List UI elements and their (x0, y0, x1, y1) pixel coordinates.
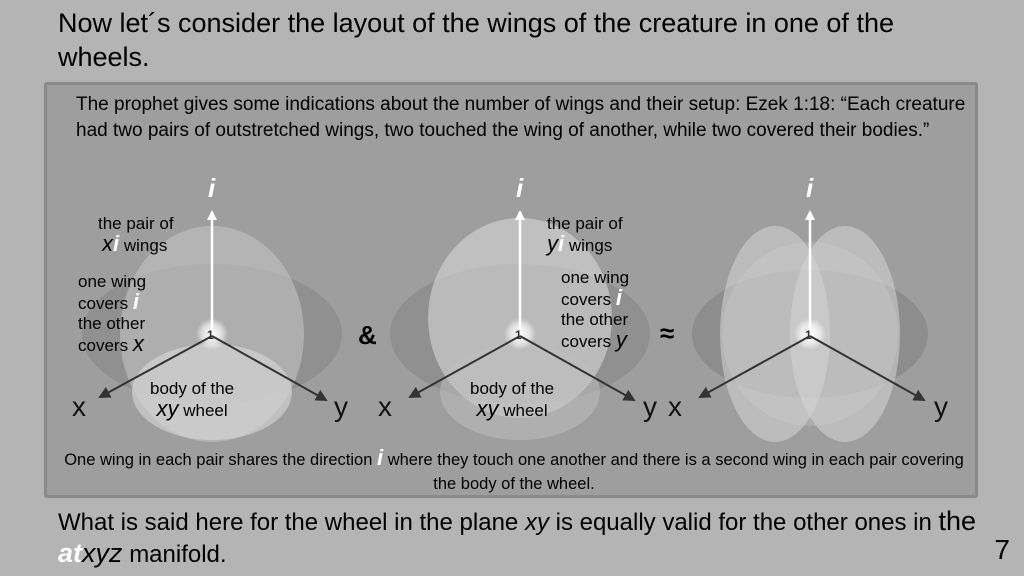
d1-cover-line1: one wing (78, 272, 147, 291)
d1-pair-suffix: wings (123, 236, 168, 255)
d1-body-line2: wheel (183, 401, 228, 420)
d2-body-var: xy (476, 396, 499, 421)
conclusion-text (58, 506, 978, 570)
d1-cover-line4-wrap (78, 331, 146, 356)
d2-cover-line1: one wing (561, 268, 630, 287)
d2-pair-line (547, 231, 623, 256)
axis-y-label: y (643, 391, 657, 422)
d2-cover-var2: y (615, 327, 627, 352)
d1-cover-line2: covers (78, 294, 129, 313)
bottom-part4: manifold. (129, 541, 227, 568)
approx-symbol: ≈ (660, 318, 675, 348)
axis-x-label: x (72, 391, 86, 422)
d1-cover-line3: the other (78, 314, 146, 333)
d2-pair-var-b: i (558, 231, 565, 256)
d2-pair-suffix: wings (568, 236, 613, 255)
d1-cover-line4: covers (78, 336, 129, 355)
d1-pair-label (98, 214, 174, 256)
d2-cover-line4: covers (561, 332, 612, 351)
d2-body-line2-wrap (470, 396, 554, 421)
axis-i-label: i (806, 173, 814, 203)
d1-cover-var2: x (132, 331, 144, 356)
d1-cover-var: i (132, 289, 139, 314)
page-number: 7 (994, 534, 1010, 565)
slide-title: Now let´s consider the layout of the wings of the creature in one of the wheels. (58, 8, 894, 72)
axis-i-label: i (208, 173, 216, 203)
bottom-xyz: xyz (82, 538, 123, 568)
d2-cover-var: i (615, 285, 622, 310)
d1-body-line2-wrap (150, 396, 234, 421)
bottom-part2: is equally valid for the other ones in (555, 509, 932, 536)
note-part2: where they touch one another and there is a second wing in each pair covering the body of the wheel. (387, 451, 964, 493)
bottom-var: xy (524, 509, 549, 536)
d2-pair-prefix: the pair of (547, 214, 623, 233)
d2-pair-var-a: y (547, 231, 558, 256)
d1-cover-label (78, 272, 146, 356)
d2-cover-line2: covers (561, 290, 612, 309)
note-var: i (377, 445, 384, 470)
axis-i-label: i (516, 173, 524, 203)
d1-pair-var-a: x (102, 231, 113, 256)
origin-label: 1 (805, 328, 812, 342)
axis-x-label: x (378, 391, 392, 422)
origin-label: 1 (515, 328, 522, 342)
d2-cover-line2-wrap (561, 285, 629, 310)
diagram-3 (668, 173, 948, 442)
and-symbol: & (358, 320, 377, 350)
d1-body-line1: body of the (150, 379, 235, 398)
d2-cover-line4-wrap (561, 327, 629, 352)
d1-cover-line2-wrap (78, 289, 146, 314)
axis-y-label: y (334, 391, 348, 422)
axis-y-label: y (934, 391, 948, 422)
d1-pair-line (102, 231, 174, 256)
d1-pair-prefix: the pair of (98, 214, 174, 233)
d2-cover-label (561, 268, 629, 352)
origin-label: 1 (207, 328, 214, 342)
bottom-at: at (58, 538, 83, 568)
intro-text: The prophet gives some indications about the number of wings and their setup: Ezek 1:18: “Each creature had two pairs of outstretched wings, two touched the wing of another, while two covered their bodies.” (76, 94, 966, 141)
axis-x-label: x (668, 391, 682, 422)
d2-body-line1: body of the (470, 379, 555, 398)
d2-pair-label (547, 214, 623, 256)
d1-pair-var-b: i (113, 231, 120, 256)
bottom-part1: What is said here for the wheel in the plane (58, 509, 519, 536)
d2-body-label (470, 379, 554, 421)
d2-body-line2: wheel (503, 401, 548, 420)
bottom-part3: the (938, 506, 977, 536)
d2-cover-line3: the other (561, 310, 629, 329)
d1-body-var: xy (156, 396, 179, 421)
explanation-note (64, 446, 964, 496)
d1-body-label (150, 379, 234, 421)
note-part1: One wing in each pair shares the direction (64, 451, 373, 469)
